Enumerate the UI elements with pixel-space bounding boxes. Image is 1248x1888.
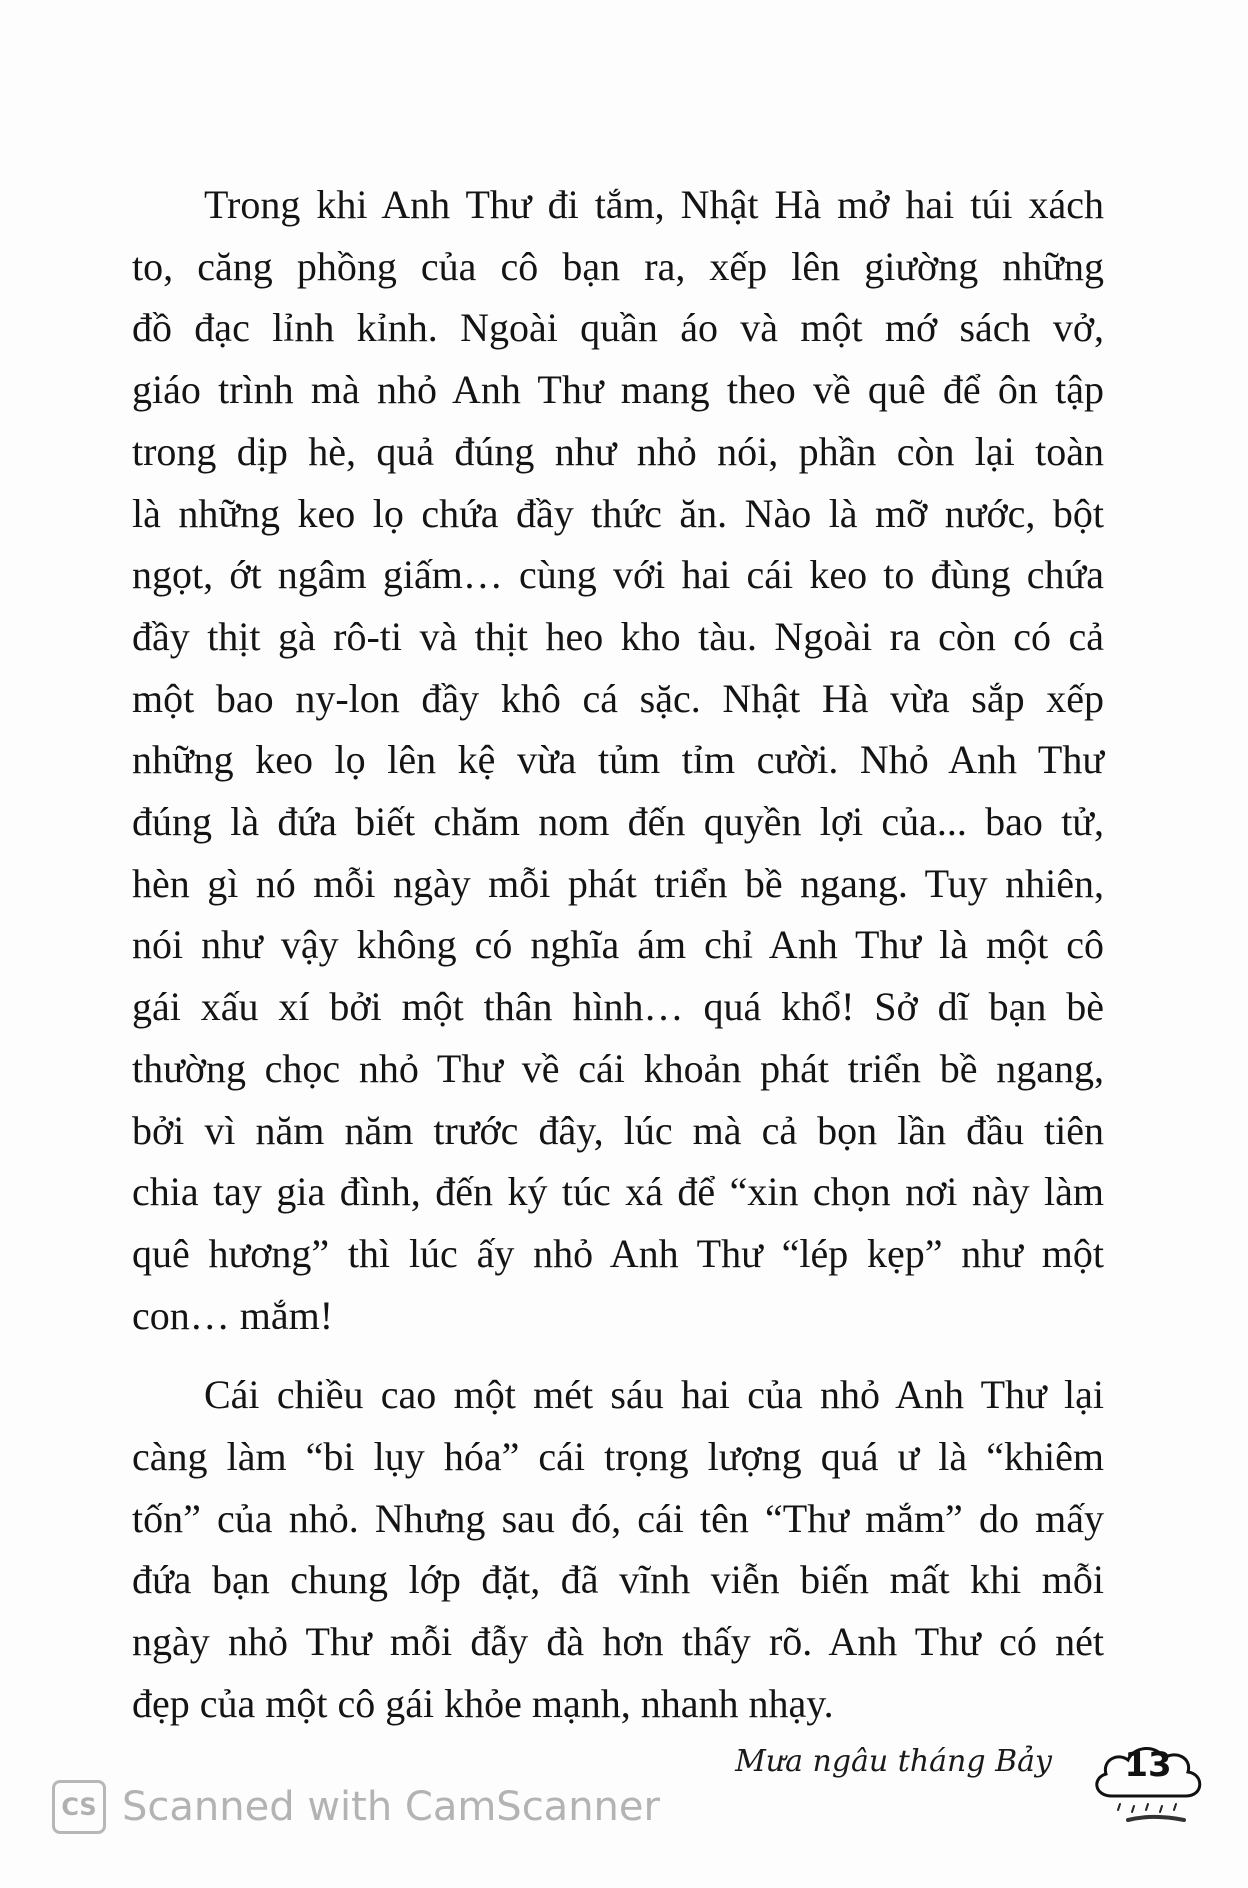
text-line: ngày nhỏ Thư mỗi đẫy đà hơn thấy rõ. Anh Thư có nét: [132, 1619, 1104, 1665]
camscanner-logo-icon: CS: [52, 1780, 106, 1834]
paragraph-2: [132, 1364, 1104, 1734]
text-line: thường chọc nhỏ Thư về cái khoản phát triển bề ngang,: [132, 1045, 1104, 1091]
text-line: chia tay gia đình, đến ký túc xá để “xin chọn nơi này làm: [132, 1169, 1104, 1215]
running-footer-book-title: Mưa ngâu tháng Bảy: [735, 1744, 1052, 1779]
text-line: quê hương” thì lúc ấy nhỏ Anh Thư “lép kẹp” như một: [132, 1230, 1104, 1276]
paragraph-1: [132, 174, 1104, 1346]
text-line: đúng là đứa biết chăm nom đến quyền lợi của... bao tử,: [132, 799, 1104, 845]
text-line: là những keo lọ chứa đầy thức ăn. Nào là mỡ nước, bột: [132, 490, 1104, 536]
text-line: to, căng phồng của cô bạn ra, xếp lên giường những: [132, 243, 1104, 289]
text-line: nói như vậy không có nghĩa ám chỉ Anh Thư là một cô: [132, 922, 1104, 968]
text-line: con… mắm!: [132, 1292, 334, 1338]
text-line: trong dịp hè, quả đúng như nhỏ nói, phần còn lại toàn: [132, 428, 1104, 474]
text-line: đầy thịt gà rô-ti và thịt heo kho tàu. Ngoài ra còn có cả: [132, 613, 1104, 659]
text-line: ngọt, ớt ngâm giấm… cùng với hai cái keo to đùng chứa: [132, 552, 1104, 598]
text-line: tốn” của nhỏ. Nhưng sau đó, cái tên “Thư mắm” do mấy: [132, 1495, 1104, 1541]
text-line: Cái chiều cao một mét sáu hai của nhỏ Anh Thư lại: [204, 1372, 1104, 1418]
text-line: gái xấu xí bởi một thân hình… quá khổ! Sở dĩ bạn bè: [132, 984, 1104, 1030]
text-line: càng làm “bi lụy hóa” cái trọng lượng quá ư là “khiêm: [132, 1434, 1104, 1480]
text-line: những keo lọ lên kệ vừa tủm tỉm cười. Nhỏ Anh Thư: [132, 737, 1104, 783]
text-line: đồ đạc lỉnh kỉnh. Ngoài quần áo và một mớ sách vở,: [132, 305, 1104, 351]
text-line: đứa bạn chung lớp đặt, đã vĩnh viễn biến mất khi mỗi: [132, 1557, 1104, 1603]
page-number: 13: [1124, 1745, 1172, 1785]
text-line: giáo trình mà nhỏ Anh Thư mang theo về quê để ôn tập: [132, 367, 1104, 413]
camscanner-watermark: [52, 1777, 660, 1837]
text-line: bởi vì năm năm trước đây, lúc mà cả bọn lần đầu tiên: [132, 1107, 1104, 1153]
text-line: Trong khi Anh Thư đi tắm, Nhật Hà mở hai túi xách: [204, 182, 1104, 227]
text-line: hèn gì nó mỗi ngày mỗi phát triển bề ngang. Tuy nhiên,: [132, 860, 1104, 906]
text-line: một bao ny-lon đầy khô cá sặc. Nhật Hà vừa sắp xếp: [132, 675, 1104, 721]
watermark-text: Scanned with CamScanner: [122, 1784, 660, 1830]
body-text: [132, 174, 1104, 1735]
text-line: đẹp của một cô gái khỏe mạnh, nhanh nhạy.: [132, 1680, 834, 1726]
